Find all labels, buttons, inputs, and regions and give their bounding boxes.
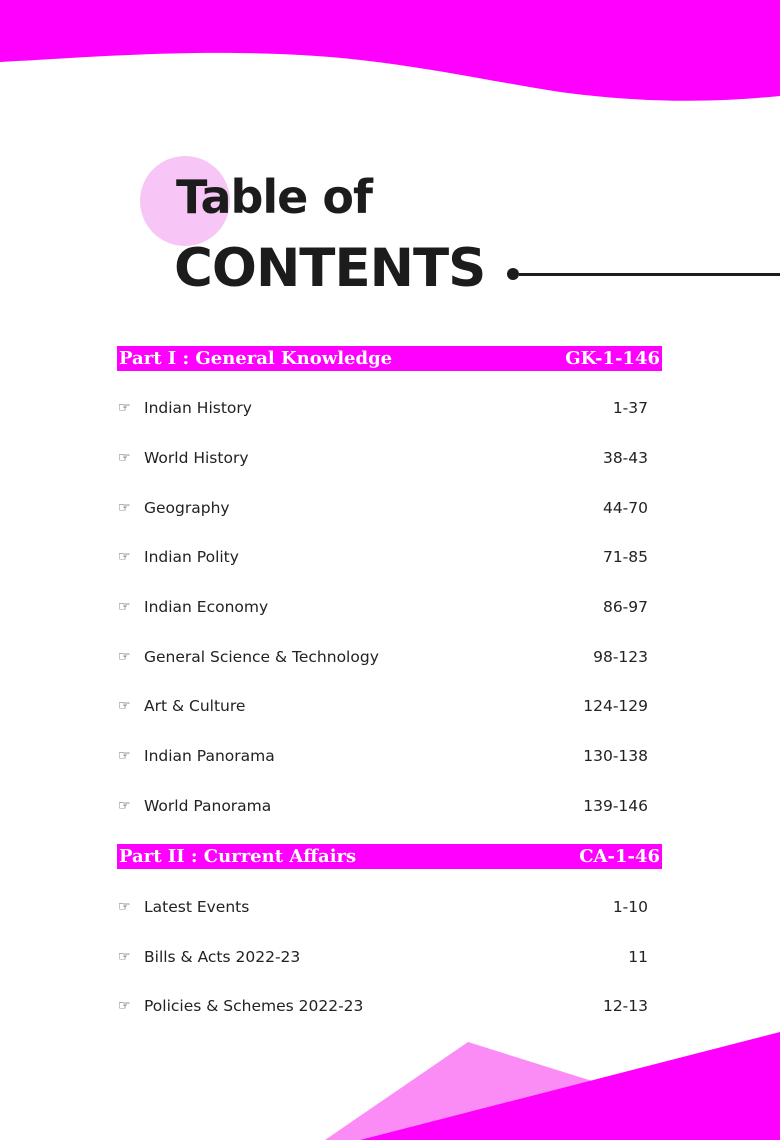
toc-item-label: Geography (144, 499, 230, 517)
pointing-hand-icon: ☞ (118, 400, 131, 416)
pointing-hand-icon: ☞ (118, 450, 131, 466)
toc-item[interactable] (118, 895, 648, 919)
section-title: Part I : General Knowledge (119, 348, 393, 369)
toc-item-pages: 11 (628, 948, 648, 966)
toc-item[interactable] (118, 446, 648, 470)
toc-item-pages: 130-138 (583, 747, 648, 765)
section-pages: GK-1-146 (565, 348, 660, 369)
title-rule (519, 273, 780, 276)
toc-item-label: Art & Culture (144, 697, 246, 715)
toc-item[interactable] (118, 794, 648, 818)
top-wave-decoration (0, 0, 780, 110)
page-title-line2: CONTENTS (174, 238, 486, 299)
toc-item-pages: 38-43 (602, 449, 648, 467)
toc-item-label: Indian Economy (144, 598, 269, 616)
toc-item-label: Policies & Schemes 2022-23 (144, 997, 364, 1015)
toc-item-pages: 44-70 (602, 499, 648, 517)
toc-item-pages: 124-129 (583, 697, 648, 715)
pointing-hand-icon: ☞ (118, 599, 131, 615)
toc-item[interactable] (118, 496, 648, 520)
toc-item[interactable] (118, 945, 648, 969)
pointing-hand-icon: ☞ (118, 949, 131, 965)
pointing-hand-icon: ☞ (118, 649, 131, 665)
toc-item[interactable] (118, 545, 648, 569)
toc-item[interactable] (118, 744, 648, 768)
toc-item-label: Bills & Acts 2022-23 (144, 948, 301, 966)
toc-item-pages: 12-13 (602, 997, 648, 1015)
pointing-hand-icon: ☞ (118, 748, 131, 764)
toc-item[interactable] (118, 396, 648, 420)
toc-item-pages: 1-37 (612, 399, 648, 417)
pointing-hand-icon: ☞ (118, 549, 131, 565)
toc-item-label: World Panorama (144, 797, 272, 815)
toc-item-label: Indian History (144, 399, 252, 417)
title-rule-dot (507, 268, 519, 280)
toc-item-label: Indian Polity (144, 548, 239, 566)
pointing-hand-icon: ☞ (118, 899, 131, 915)
toc-item-pages: 139-146 (583, 797, 648, 815)
toc-item[interactable] (118, 645, 648, 669)
toc-item-pages: 86-97 (602, 598, 648, 616)
toc-item-label: Latest Events (144, 898, 250, 916)
toc-item-pages: 1-10 (612, 898, 648, 916)
pointing-hand-icon: ☞ (118, 500, 131, 516)
toc-item-label: World History (144, 449, 249, 467)
toc-item[interactable] (118, 694, 648, 718)
toc-item-label: General Science & Technology (144, 648, 379, 666)
bottom-triangle-decoration (0, 1030, 780, 1140)
pointing-hand-icon: ☞ (118, 998, 131, 1014)
toc-item[interactable] (118, 595, 648, 619)
pointing-hand-icon: ☞ (118, 698, 131, 714)
section-header-part-1[interactable] (117, 346, 662, 371)
pointing-hand-icon: ☞ (118, 798, 131, 814)
toc-item[interactable] (118, 994, 648, 1018)
toc-item-label: Indian Panorama (144, 747, 275, 765)
section-pages: CA-1-46 (579, 846, 660, 867)
toc-item-pages: 98-123 (593, 648, 648, 666)
section-title: Part II : Current Affairs (119, 846, 357, 867)
page-title-line1: Table of (176, 170, 373, 224)
section-header-part-2[interactable] (117, 844, 662, 869)
toc-item-pages: 71-85 (602, 548, 648, 566)
